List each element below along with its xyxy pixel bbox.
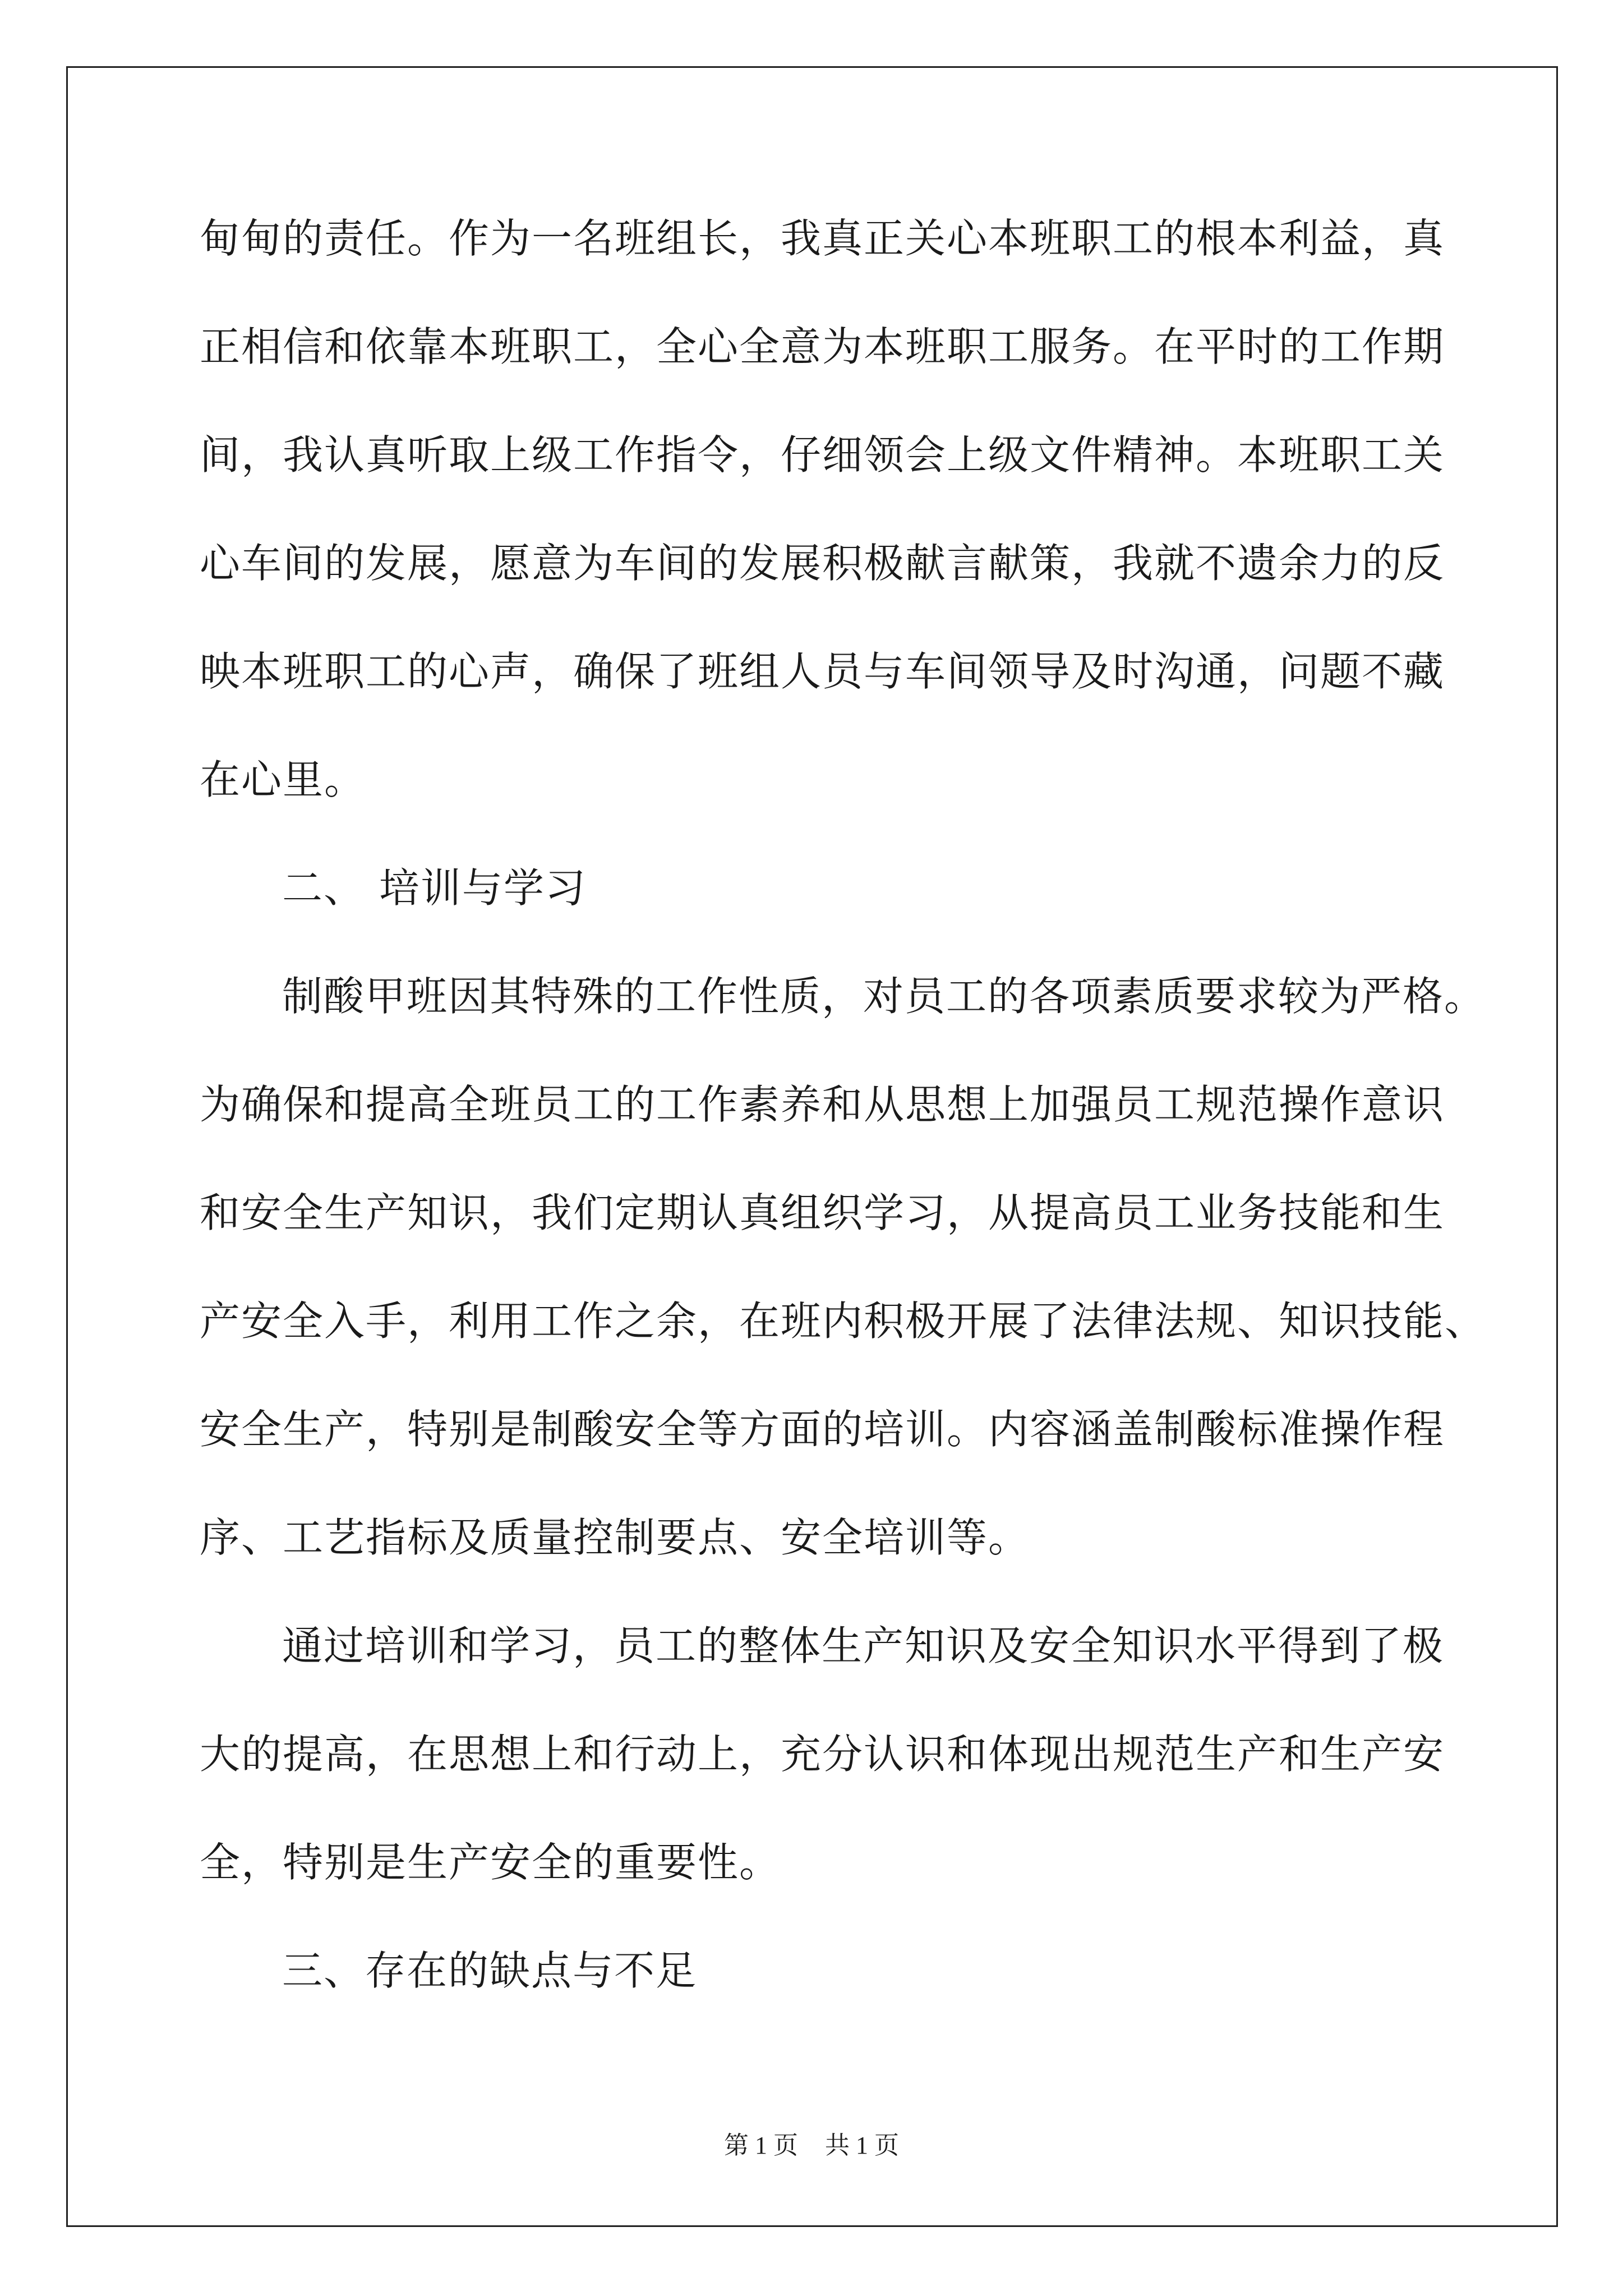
page-total: 共 1 页: [825, 2132, 899, 2159]
text-line: 间，我认真听取上级工作指令，仔细领会上级文件精神。本班职工关: [200, 431, 1445, 478]
text-line: 产安全入手，利用工作之余，在班内积极开展了法律法规、知识技能、: [200, 1297, 1487, 1345]
section-heading: 三、存在的缺点与不足: [282, 1947, 698, 1994]
document-body: [200, 210, 1487, 2051]
text-line: 映本班职工的心声，确保了班组人员与车间领导及时沟通，问题不藏: [200, 648, 1445, 695]
text-line: 序、工艺指标及质量控制要点、安全培训等。: [200, 1514, 1030, 1561]
text-line: 甸甸的责任。作为一名班组长，我真正关心本班职工的根本利益，真: [200, 215, 1445, 262]
text-line: 心车间的发展，愿意为车间的发展积极献言献策，我就不遗余力的反: [200, 540, 1445, 587]
text-line: 和安全生产知识，我们定期认真组织学习，从提高员工业务技能和生: [200, 1189, 1445, 1236]
section-heading: 二、 培训与学习: [282, 864, 587, 912]
text-line: 为确保和提高全班员工的工作素养和从思想上加强员工规范操作意识: [200, 1081, 1445, 1128]
text-line: 正相信和依靠本班职工，全心全意为本班职工服务。在平时的工作期: [200, 323, 1445, 370]
page-footer: [0, 2129, 1623, 2162]
text-line: 在心里。: [200, 756, 366, 803]
text-line: 安全生产，特别是制酸安全等方面的培训。内容涵盖制酸标准操作程: [200, 1406, 1445, 1453]
text-line: 大的提高，在思想上和行动上，充分认识和体现出规范生产和生产安: [200, 1731, 1445, 1778]
text-line: 全，特别是生产安全的重要性。: [200, 1839, 781, 1886]
page-number: 第 1 页: [724, 2132, 798, 2159]
text-line: 通过培训和学习，员工的整体生产知识及安全知识水平得到了极: [282, 1622, 1445, 1669]
text-line: 制酸甲班因其特殊的工作性质，对员工的各项素质要求较为严格。: [282, 973, 1486, 1020]
